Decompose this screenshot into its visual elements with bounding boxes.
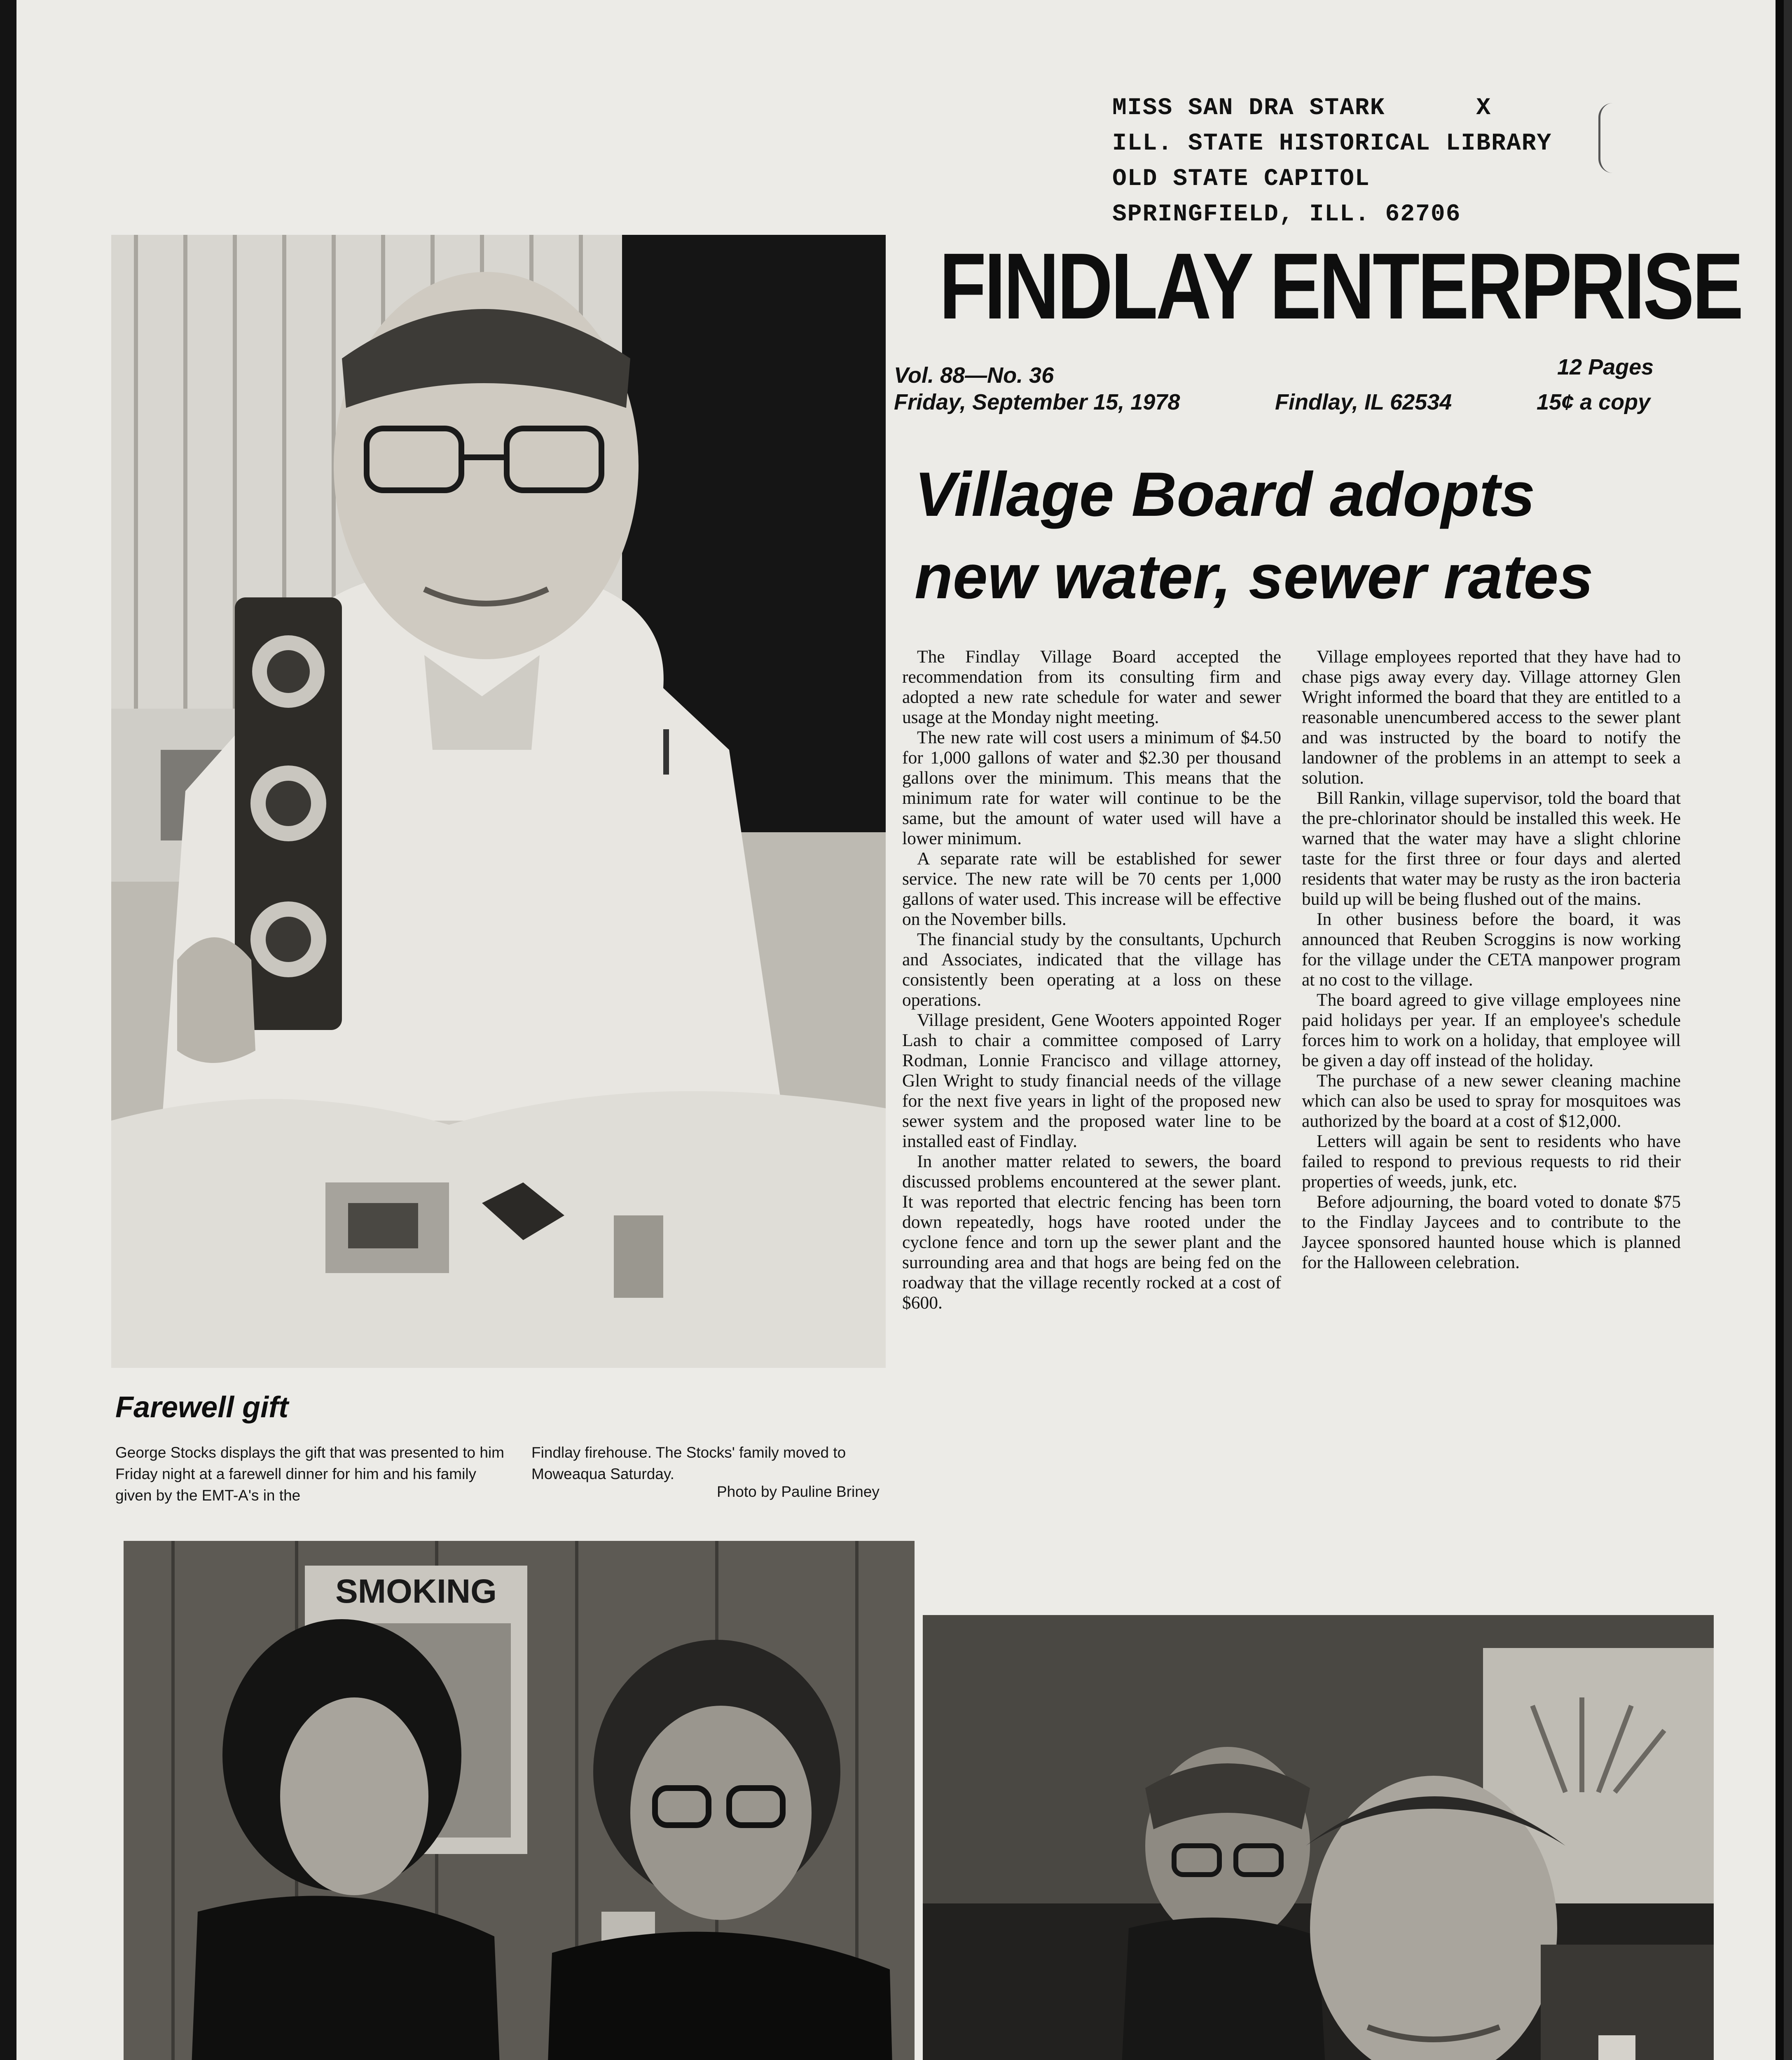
- farewell-photo-credit: Photo by Pauline Briney: [717, 1483, 880, 1500]
- story-paragraph: The purchase of a new sewer cleaning machine which can also be used to spray for mosquitoes was authorized by the board at a cost of $12,000.: [1302, 1071, 1681, 1131]
- story-paragraph: Before adjourning, the board voted to donate $75 to the Findlay Jaycees and to contribute to the Jaycee sponsored haunted house which is planned for the Halloween celebration.: [1302, 1192, 1681, 1272]
- story-paragraph: Bill Rankin, village supervisor, told the board that the pre-chlorinator should be installed this week. He warned that the water may have a slight chlorine taste for the first three or four days and alerted residents that water may be rusty as the iron bacteria build up will be being flushed out of the mains.: [1302, 788, 1681, 909]
- farewell-caption-left: George Stocks displays the gift that was presented to him Friday night at a farewell dinner for him and his family given by the EMT-A's in the: [115, 1444, 504, 1504]
- mailing-label: [1112, 91, 1552, 232]
- issue-location: Findlay, IL 62534: [1275, 390, 1452, 414]
- story-paragraph: Letters will again be sent to residents who have failed to respond to previous requests to rid their properties of weeds, junk, etc.: [1302, 1131, 1681, 1192]
- mailing-line: ILL. STATE HISTORICAL LIBRARY: [1112, 130, 1552, 157]
- newspaper-page: [16, 0, 1776, 2060]
- volume-number: Vol. 88—No. 36: [894, 363, 1054, 388]
- story-paragraph: The financial study by the consultants, Upchurch and Associates, indicated that the village has consistently been operating at a loss on these operations.: [902, 929, 1281, 1010]
- story-paragraph: The Findlay Village Board accepted the recommendation from its consulting firm and adopted a new rate schedule for water and sewer usage at the Monday night meeting.: [902, 647, 1281, 727]
- issue-price: 15¢ a copy: [1537, 390, 1651, 414]
- story-paragraph: Village employees reported that they have had to chase pigs away every day. Village attorney Glen Wright informed the board that they are entitled to a reasonable unencumbered access to the sewer plant and was instructed by the board to notify the landowner of the problems in an attempt to seek a solution.: [1302, 647, 1681, 788]
- retirement-photo: [124, 1541, 915, 2060]
- farewell-caption-title: Farewell gift: [115, 1391, 289, 1424]
- scan-right-edge: [1784, 0, 1792, 2060]
- story-paragraph: In another matter related to sewers, the board discussed problems encountered at the sewer plant. It was reported that electric fencing has been torn down repeatedly, hogs have rooted under the cyclone fence and torn up the sewer plant and the surrounding area and that hogs are being fed on the roadway that the village recently rocked at a cost of $600.: [902, 1152, 1281, 1313]
- page-count: 12 Pages: [1557, 355, 1654, 379]
- story-paragraph: The new rate will cost users a minimum of $4.50 for 1,000 gallons of water and $2.30 per thousand gallons over the minimum. This means that the minimum rate for water will continue to be the same, but the amount of water used will have a lower minimum.: [902, 728, 1281, 848]
- farewell-photo: [111, 235, 886, 1368]
- story-headline: [915, 453, 1689, 618]
- farewell-caption-right: Findlay firehouse. The Stocks' family moved to Moweaqua Saturday.: [531, 1444, 846, 1482]
- mailing-line: SPRINGFIELD, ILL. 62706: [1112, 201, 1461, 228]
- story-paragraph: The board agreed to give village employees nine paid holidays per year. If an employee's schedule forces him to work on a holiday, that employee will be given a day off instead of the holiday.: [1302, 990, 1681, 1070]
- new-manager-photo-image: [923, 1615, 1714, 2060]
- headline-line: new water, sewer rates: [915, 542, 1593, 612]
- headline-line: Village Board adopts: [915, 459, 1535, 529]
- issue-date: Friday, September 15, 1978: [894, 390, 1180, 414]
- mailing-line: OLD STATE CAPITOL: [1112, 166, 1370, 192]
- scan-left-edge: [0, 0, 16, 2060]
- mailing-line: MISS SAN DRA STARK X: [1112, 95, 1492, 122]
- poster-text: SMOKING: [335, 1573, 497, 1610]
- story-paragraph: In other business before the board, it was announced that Reuben Scroggins is now working for the village under the CETA manpower program at no cost to the village.: [1302, 909, 1681, 990]
- pencil-mark: [1598, 103, 1613, 173]
- masthead-title: FINDLAY ENTERPRISE: [939, 234, 1742, 339]
- story-column-2: [1302, 647, 1681, 1273]
- farewell-photo-image: [111, 235, 886, 1368]
- new-manager-photo: [923, 1615, 1714, 2060]
- story-column-1: [902, 647, 1281, 1313]
- story-paragraph: A separate rate will be established for sewer service. The new rate will be 70 cents per 1,000 gallons of water used. This increase will be effective on the November bills.: [902, 849, 1281, 929]
- story-paragraph: Village president, Gene Wooters appointed Roger Lash to chair a committee composed of Larry Rodman, Lonnie Francisco and village attorney, Glen Wright to study financial needs of the village for the next five years in light of the proposed new sewer system and the proposed water line to be installed east of Findlay.: [902, 1010, 1281, 1151]
- retirement-photo-image: [124, 1541, 915, 2060]
